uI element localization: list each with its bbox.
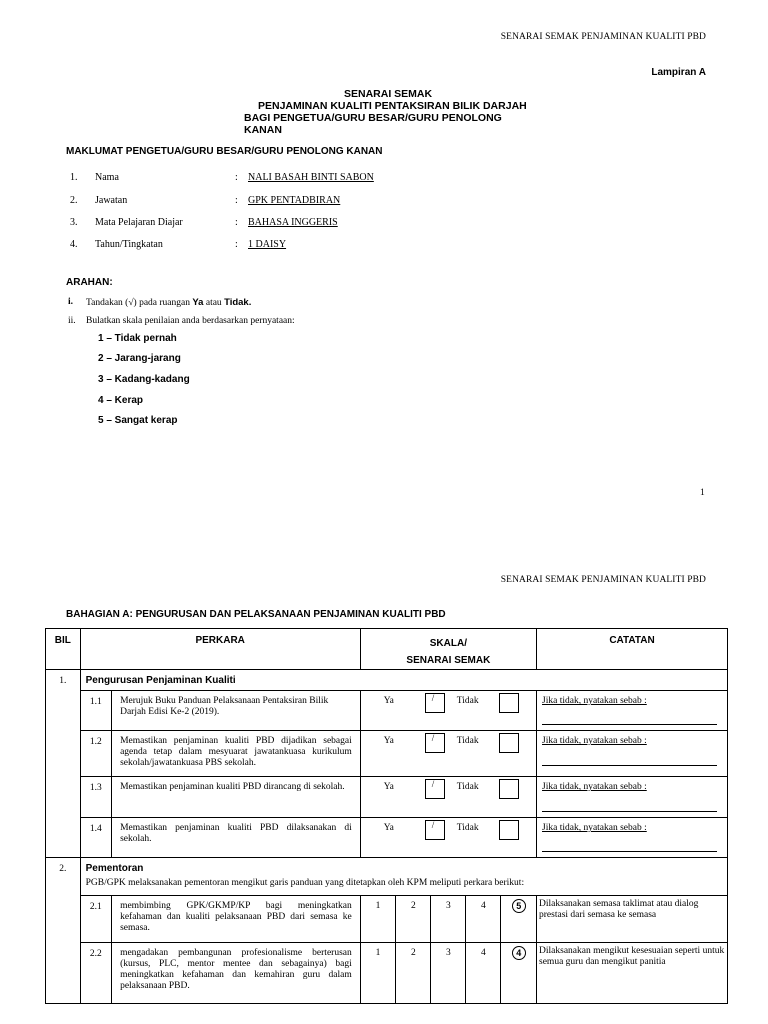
ya-checkbox[interactable] — [425, 733, 445, 753]
item-num: 1.3 — [80, 777, 111, 818]
tidak-checkbox[interactable] — [499, 693, 519, 713]
title-line-2: PENJAMINAN KUALITI PENTAKSIRAN BILIK DARJAH — [258, 100, 527, 112]
item-text: mengadakan pembangunan profesionalisme berterusan (kursus, PLC, mentor mentee dan sebagainya) bagi meningkatkan kefahaman dan kemahiran guru dalam pelaksanaan PBD. — [112, 943, 361, 1004]
scale-item: 5 – Sangat kerap — [98, 415, 178, 426]
header-skala-line1: SKALA/ — [429, 638, 467, 649]
table-row — [46, 818, 728, 858]
rating-option-selected[interactable] — [501, 943, 536, 1003]
table-row — [46, 943, 728, 1004]
table-row — [46, 896, 728, 943]
item-text: Memastikan penjaminan kualiti PBD dirancang di sekolah. — [112, 777, 361, 818]
arahan-i-ya: Ya — [192, 297, 204, 308]
arahan-i-text: Tandakan (√) pada ruangan — [86, 298, 193, 308]
header-perkara: PERKARA — [80, 629, 360, 670]
scale-item: 3 – Kadang-kadang — [98, 374, 190, 385]
arahan-i-tidak: Tidak. — [224, 297, 252, 308]
rating-option[interactable]: 2 — [396, 943, 431, 1003]
scale-item: 2 – Jarang-jarang — [98, 353, 181, 364]
header-skala — [360, 629, 536, 670]
rating-option[interactable]: 1 — [361, 943, 396, 1003]
item-num: 1.4 — [80, 818, 111, 858]
rating-option[interactable]: 3 — [431, 896, 466, 942]
header-catatan: CATATAN — [537, 629, 728, 670]
ya-label: Ya — [383, 736, 394, 746]
ya-tidak-cell — [360, 818, 536, 858]
ya-checkmark: / — [431, 820, 435, 830]
table-header-row — [46, 629, 728, 670]
bahagian-a-title: BAHAGIAN A: PENGURUSAN DAN PELAKSANAAN PENJAMINAN KUALITI PBD — [66, 609, 446, 620]
catatan-text: Jika tidak, nyatakan sebab : — [542, 782, 647, 792]
arahan-ii-num: ii. — [68, 316, 76, 326]
info-colon: : — [235, 217, 238, 228]
item-num: 1.1 — [80, 691, 111, 731]
section-row — [46, 858, 728, 896]
reason-line[interactable] — [542, 765, 717, 766]
info-label-jawatan: Jawatan — [95, 195, 128, 206]
reason-line[interactable] — [542, 724, 717, 725]
tidak-checkbox[interactable] — [499, 820, 519, 840]
ya-tidak-cell — [360, 691, 536, 731]
rating-option[interactable]: 1 — [361, 896, 396, 942]
ya-tidak-cell — [360, 777, 536, 818]
ya-label: Ya — [383, 696, 394, 706]
item-num: 2.2 — [80, 943, 111, 1004]
info-value-nama: NALI BASAH BINTI SABON — [248, 172, 374, 183]
ya-checkbox[interactable] — [425, 820, 445, 840]
section-intro: PGB/GPK melaksanakan pementoran mengikut garis panduan yang ditetapkan oleh KPM meliputi perkara berikut: — [85, 878, 525, 888]
checklist-table — [45, 628, 728, 1004]
selected-rating-circle: 5 — [512, 899, 526, 913]
info-colon: : — [235, 239, 238, 250]
rating-option[interactable]: 4 — [466, 943, 501, 1003]
catatan-text: Jika tidak, nyatakan sebab : — [542, 696, 647, 706]
rating-option[interactable]: 3 — [431, 943, 466, 1003]
page1-header: SENARAI SEMAK PENJAMINAN KUALITI PBD — [500, 32, 706, 42]
info-label-mata-pelajaran: Mata Pelajaran Diajar — [95, 217, 183, 228]
rating-cell — [360, 896, 536, 943]
info-num: 3. — [70, 217, 78, 228]
info-label-tahun: Tahun/Tingkatan — [95, 239, 163, 250]
catatan-cell — [537, 691, 728, 731]
title-line-3: BAGI PENGETUA/GURU BESAR/GURU PENOLONG — [244, 112, 502, 124]
info-label-nama: Nama — [95, 172, 119, 183]
ya-checkbox[interactable] — [425, 779, 445, 799]
section-num: 2. — [46, 858, 81, 1004]
section-row — [46, 670, 728, 691]
catatan-cell — [537, 777, 728, 818]
item-text: Memastikan penjaminan kualiti PBD dilaksanakan di sekolah. — [112, 818, 361, 858]
ya-tidak-cell — [360, 731, 536, 777]
arahan-title: ARAHAN: — [66, 277, 113, 288]
tidak-label: Tidak — [456, 782, 479, 792]
rating-cell — [360, 943, 536, 1004]
info-colon: : — [235, 195, 238, 206]
item-num: 1.2 — [80, 731, 111, 777]
info-section-title: MAKLUMAT PENGETUA/GURU BESAR/GURU PENOLONG KANAN — [66, 146, 383, 157]
info-value-tahun: 1 DAISY — [248, 239, 287, 250]
section-header-cell — [80, 858, 727, 896]
item-text: membimbing GPK/GKMP/KP bagi meningkatkan kefahaman dan kualiti pelaksanaan PBD dari semasa ke semasa. — [112, 896, 361, 943]
section-title: Pengurusan Penjaminan Kualiti — [80, 670, 727, 691]
lampiran-label: Lampiran A — [651, 67, 706, 78]
ya-label: Ya — [383, 782, 394, 792]
tidak-label: Tidak — [456, 823, 479, 833]
item-text: Merujuk Buku Panduan Pelaksanaan Pentaksiran Bilik Darjah Edisi Ke-2 (2019). — [112, 691, 361, 731]
section-title: Pementoran — [85, 863, 144, 874]
rating-option[interactable]: 2 — [396, 896, 431, 942]
rating-option[interactable]: 4 — [466, 896, 501, 942]
table-row — [46, 731, 728, 777]
info-num: 4. — [70, 239, 78, 250]
info-value-jawatan: GPK PENTADBIRAN — [248, 195, 341, 206]
tidak-label: Tidak — [456, 696, 479, 706]
scale-item: 4 – Kerap — [98, 395, 144, 406]
arahan-i — [86, 297, 251, 308]
arahan-ii-text: Bulatkan skala penilaian anda berdasarkan pernyataan: — [86, 316, 295, 326]
title-line-1: SENARAI SEMAK — [344, 88, 433, 100]
ya-checkmark: / — [431, 693, 435, 703]
info-num: 1. — [70, 172, 78, 183]
page-number: 1 — [700, 488, 705, 498]
ya-label: Ya — [383, 823, 394, 833]
reason-line[interactable] — [542, 811, 717, 812]
tidak-checkbox[interactable] — [499, 733, 519, 753]
arahan-i-num: i. — [68, 297, 74, 307]
section-num: 1. — [46, 670, 81, 858]
title-line-4: KANAN — [244, 124, 282, 136]
ya-checkmark: / — [431, 733, 435, 743]
info-value-mata-pelajaran: BAHASA INGGERIS — [248, 217, 338, 228]
ya-checkmark: / — [431, 779, 435, 789]
rating-scale — [361, 943, 536, 1003]
ya-checkbox[interactable] — [425, 693, 445, 713]
reason-line[interactable] — [542, 851, 717, 852]
table-row — [46, 691, 728, 731]
table-row — [46, 777, 728, 818]
header-bil: BIL — [46, 629, 81, 670]
item-text: Memastikan penjaminan kualiti PBD dijadikan sebagai agenda tetap dalam mesyuarat jawatankuasa kurikulum sekolah/jawatankuasa PBS sekolah. — [112, 731, 361, 777]
catatan-text: Jika tidak, nyatakan sebab : — [542, 736, 647, 746]
rating-option-selected[interactable] — [501, 896, 536, 942]
catatan-cell — [537, 731, 728, 777]
item-num: 2.1 — [80, 896, 111, 943]
info-num: 2. — [70, 195, 78, 206]
catatan-text: Dilaksanakan mengikut kesesuaian seperti untuk semua guru dan mengikut panitia — [537, 943, 728, 1004]
catatan-text: Dilaksanakan semasa taklimat atau dialog prestasi dari semasa ke semasa — [537, 896, 728, 943]
arahan-i-mid: atau — [203, 298, 225, 308]
catatan-text: Jika tidak, nyatakan sebab : — [542, 823, 647, 833]
page2-header: SENARAI SEMAK PENJAMINAN KUALITI PBD — [500, 575, 706, 585]
scale-item: 1 – Tidak pernah — [98, 333, 177, 344]
tidak-checkbox[interactable] — [499, 779, 519, 799]
selected-rating-circle: 4 — [512, 946, 526, 960]
rating-scale — [361, 896, 536, 942]
header-skala-line2: SENARAI SEMAK — [406, 655, 491, 666]
catatan-cell — [537, 818, 728, 858]
tidak-label: Tidak — [456, 736, 479, 746]
info-colon: : — [235, 172, 238, 183]
